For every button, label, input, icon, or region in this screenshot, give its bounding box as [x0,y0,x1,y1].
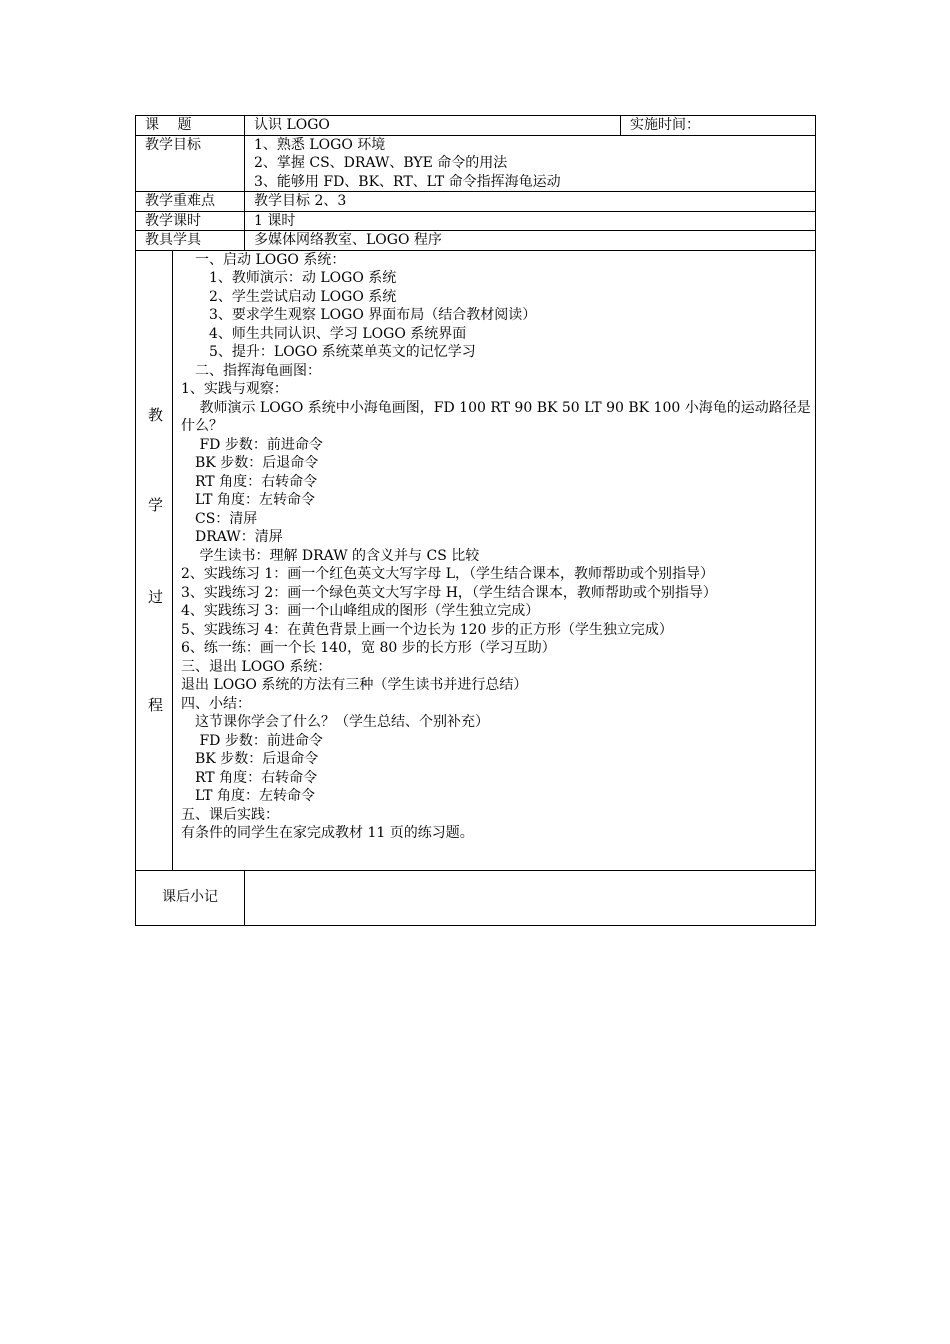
lesson-plan-table [135,115,816,926]
process-line: 2、实践练习 1：画一个红色英文大写字母 L，（学生结合课本，教师帮助或个别指导） [181,566,715,582]
process-line: 3、实践练习 2：画一个绿色英文大写字母 H，（学生结合课本，教师帮助或个别指导） [181,584,717,601]
process-line: 5、实践练习 4：在黄色背景上画一个边长为 120 步的正方形（学生独立完成） [181,621,673,638]
process-line: 1、实践与观察： [181,381,288,397]
process-line: RT 角度：右转命令 [181,473,318,490]
goals-label: 教学目标 [136,135,245,192]
goal-item: 2、掌握 CS、DRAW、BYE 命令的用法 [254,155,508,171]
process-line: 三、退出 LOGO 系统： [181,658,332,675]
process-line: 4、师生共同认识、学习 LOGO 系统界面 [181,325,467,342]
process-label-char: 学 [148,495,164,514]
process-line: FD 步数：前进命令 [181,436,323,453]
tools-label: 教具学具 [136,231,245,251]
process-label [136,251,173,870]
key-points-value: 教学目标 2、3 [245,192,816,212]
process-line: 1、教师演示：动 LOGO 系统 [181,270,397,286]
hours-value: 1 课时 [245,211,816,231]
process-label-char: 过 [148,587,164,606]
topic-row [136,116,816,136]
topic-value: 认识 LOGO [245,116,621,136]
topic-label: 课 题 [136,116,245,136]
process-line: 6、练一练：画一个长 140，宽 80 步的长方形（学习互助） [181,640,556,656]
time-label: 实施时间： [621,116,816,136]
process-line: 3、要求学生观察 LOGO 界面布局（结合教材阅读） [181,307,537,323]
goals-list [245,135,816,192]
process-line: FD 步数：前进命令 [181,732,323,749]
process-line: LT 角度：左转命令 [181,492,315,508]
process-line: 学生读书：理解 DRAW 的含义并与 CS 比较 [181,547,480,564]
process-label-char: 程 [148,695,164,714]
notes-label: 课后小记 [136,870,245,925]
tools-value: 多媒体网络教室、LOGO 程序 [245,231,816,251]
process-body [173,251,815,870]
key-points-row [136,192,816,212]
process-line: BK 步数：后退命令 [181,455,319,471]
process-cell [136,250,816,870]
tools-row [136,231,816,251]
process-line: 四、小结： [181,695,251,712]
process-line: 有条件的同学生在家完成教材 11 页的练习题。 [181,825,474,841]
process-line: 2、学生尝试启动 LOGO 系统 [181,288,397,305]
process-label-char: 教 [148,405,164,424]
hours-row [136,211,816,231]
goal-item: 1、熟悉 LOGO 环境 [254,136,386,153]
process-line: BK 步数：后退命令 [181,751,319,767]
lesson-plan-sheet [135,115,815,926]
process-line: 教师演示 LOGO 系统中小海龟画图，FD 100 RT 90 BK 50 LT 90 BK 100 小海龟的运动路径是什么？ [181,399,811,434]
process-row [136,250,816,870]
goals-row [136,135,816,192]
process-line: 五、课后实践： [181,806,279,823]
process-line: 5、提升：LOGO 系统菜单英文的记忆学习 [181,344,476,360]
process-line: CS：清屏 [181,510,258,527]
process-line: 二、指挥海龟画图： [181,362,321,379]
notes-row [136,870,816,925]
hours-label: 教学课时 [136,211,245,231]
process-line: LT 角度：左转命令 [181,788,315,804]
goal-item: 3、能够用 FD、BK、RT、LT 命令指挥海龟运动 [254,173,561,190]
process-line: 退出 LOGO 系统的方法有三种（学生读书并进行总结） [181,677,528,693]
process-line: RT 角度：右转命令 [181,769,318,786]
notes-value [245,870,816,925]
key-points-label: 教学重难点 [136,192,245,212]
process-line: 4、实践练习 3：画一个山峰组成的图形（学生独立完成） [181,603,540,619]
process-line: 一、启动 LOGO 系统： [181,251,346,268]
process-line: 这节课你学会了什么？（学生总结、个别补充） [181,714,489,730]
process-line: DRAW：清屏 [181,529,283,545]
